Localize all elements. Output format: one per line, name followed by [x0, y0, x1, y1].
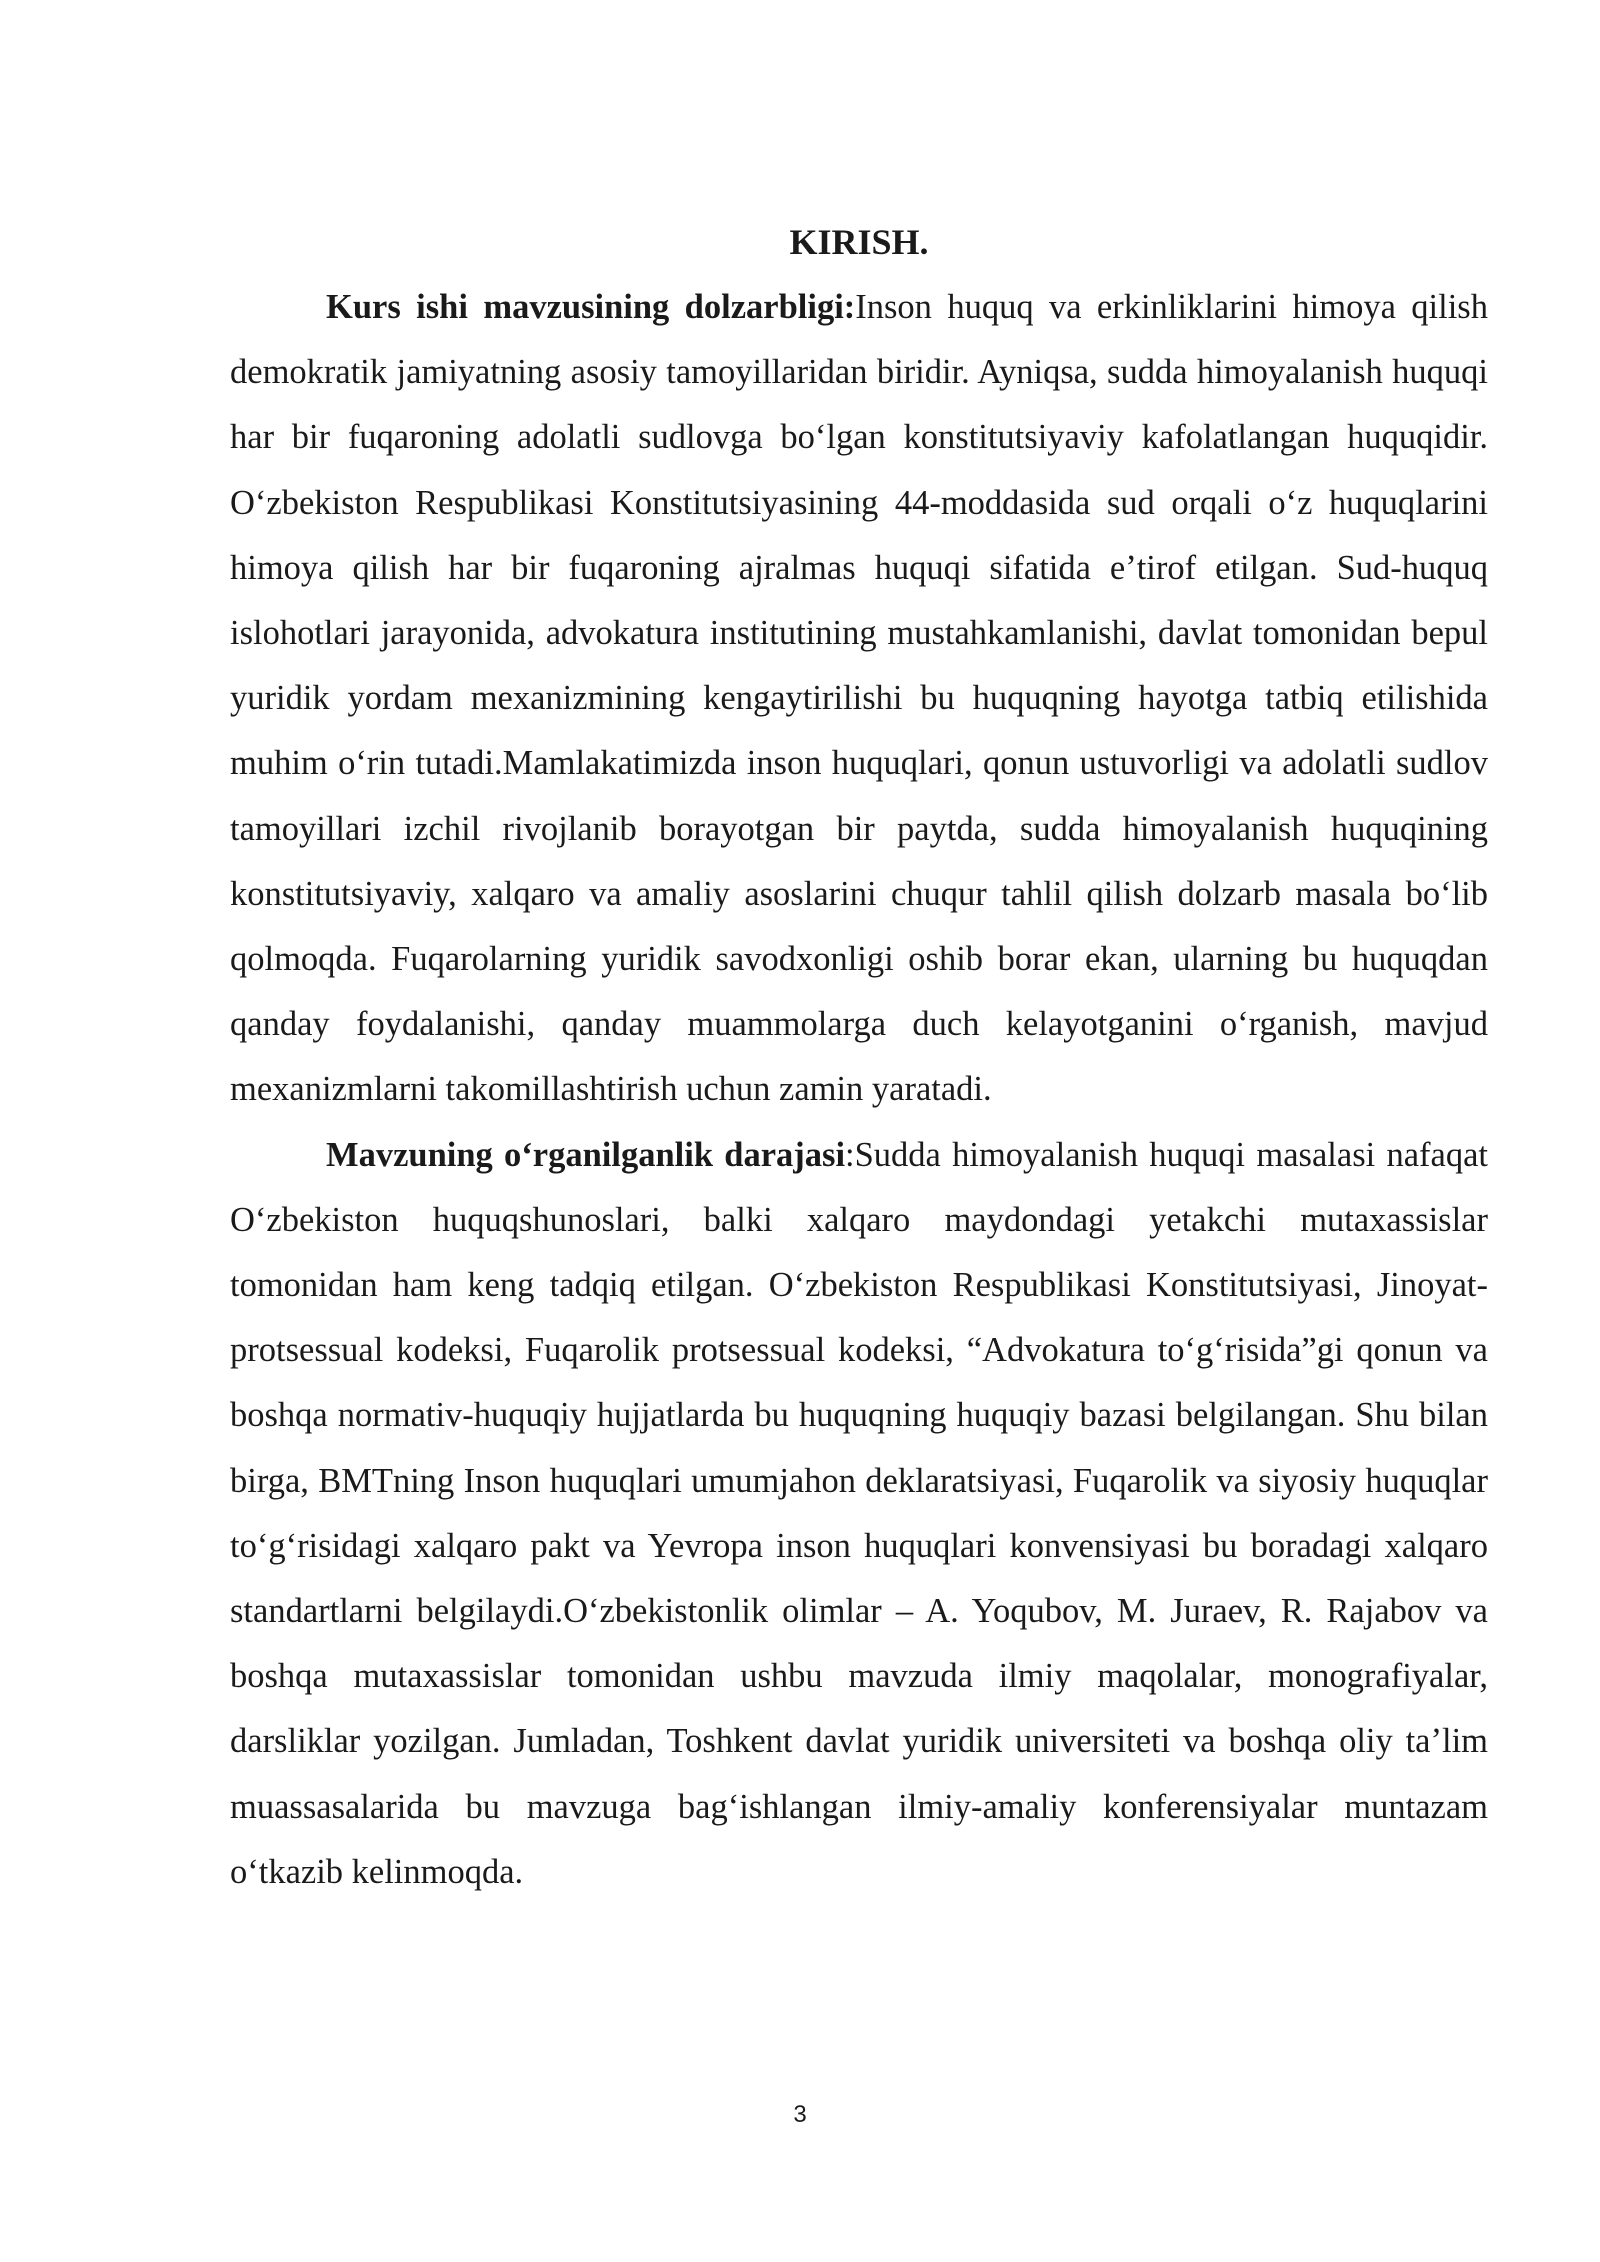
- paragraph-relevance: [230, 275, 1488, 1123]
- paragraph-lead: Kurs ishi mavzusining dolzarbligi:: [326, 288, 856, 326]
- page-content: [230, 210, 1488, 1905]
- paragraph-study-level: [230, 1123, 1488, 1905]
- paragraph-lead: Mavzuning oʻrganilganlik darajasi: [326, 1135, 846, 1174]
- page-number: 3: [793, 2101, 807, 2128]
- paragraph-text: :Sudda himoyalanish huquqi masalasi nafaqat Oʻzbekiston huquqshunoslari, balki xalqaro maydondagi yetakchi mutaxassislar tomonidan ham keng tadqiq etilgan. Oʻzbekiston Respublikasi Konstitutsiyasi, Jinoyat-protsessual kodeksi, Fuqarolik protsessual kodeksi, “Advokatura toʻgʻrisida”gi qonun va boshqa normativ-huquqiy hujjatlarda bu huquqning huquqiy bazasi belgilangan. Shu bilan birga, BMTning Inson huquqlari umumjahon deklaratsiyasi, Fuqarolik va siyosiy huquqlar toʻgʻrisidagi xalqaro pakt va Yevropa inson huquqlari konvensiyasi bu boradagi xalqaro standartlarni belgilaydi.Oʻzbekistonlik olimlar – A. Yoqubov, M. Juraev, R. Rajabov va boshqa mutaxassislar tomonidan ushbu mavzuda ilmiy maqolalar, monografiyalar, darsliklar yozilgan. Jumladan, Toshkent davlat yuridik universiteti va boshqa oliy taʼlim muassasalarida bu mavzuga bagʻishlangan ilmiy-amaliy konferensiyalar muntazam oʻtkazib kelinmoqda.: [230, 1135, 1488, 1891]
- section-heading: KIRISH.: [789, 222, 929, 262]
- paragraph-text: Inson huquq va erkinliklarini himoya qilish demokratik jamiyatning asosiy tamoyillaridan biridir. Ayniqsa, sudda himoyalanish huquqi har bir fuqaroning adolatli sudlovga boʻlgan konstitutsiyaviy kafolatlangan huquqidir. Oʻzbekiston Respublikasi Konstitutsiyasining 44-moddasida sud orqali oʻz huquqlarini himoya qilish har bir fuqaroning ajralmas huquqi sifatida eʼtirof etilgan. Sud-huquq islohotlari jarayonida, advokatura institutining mustahkamlanishi, davlat tomonidan bepul yuridik yordam mexanizmining kengaytirilishi bu huquqning hayotga tatbiq etilishida muhim oʻrin tutadi.Mamlakatimizda inson huquqlari, qonun ustuvorligi va adolatli sudlov tamoyillari izchil rivojlanib borayotgan bir paytda, sudda himoyalanish huquqining konstitutsiyaviy, xalqaro va amaliy asoslarini chuqur tahlil qilish dolzarb masala boʻlib qolmoqda. Fuqarolarning yuridik savodxonligi oshib borar ekan, ularning bu huquqdan qanday foydalanishi, qanday muammolarga duch kelayotganini oʻrganish, mavjud mexanizmlarni takomillashtirish uchun zamin yaratadi.: [230, 288, 1488, 1109]
